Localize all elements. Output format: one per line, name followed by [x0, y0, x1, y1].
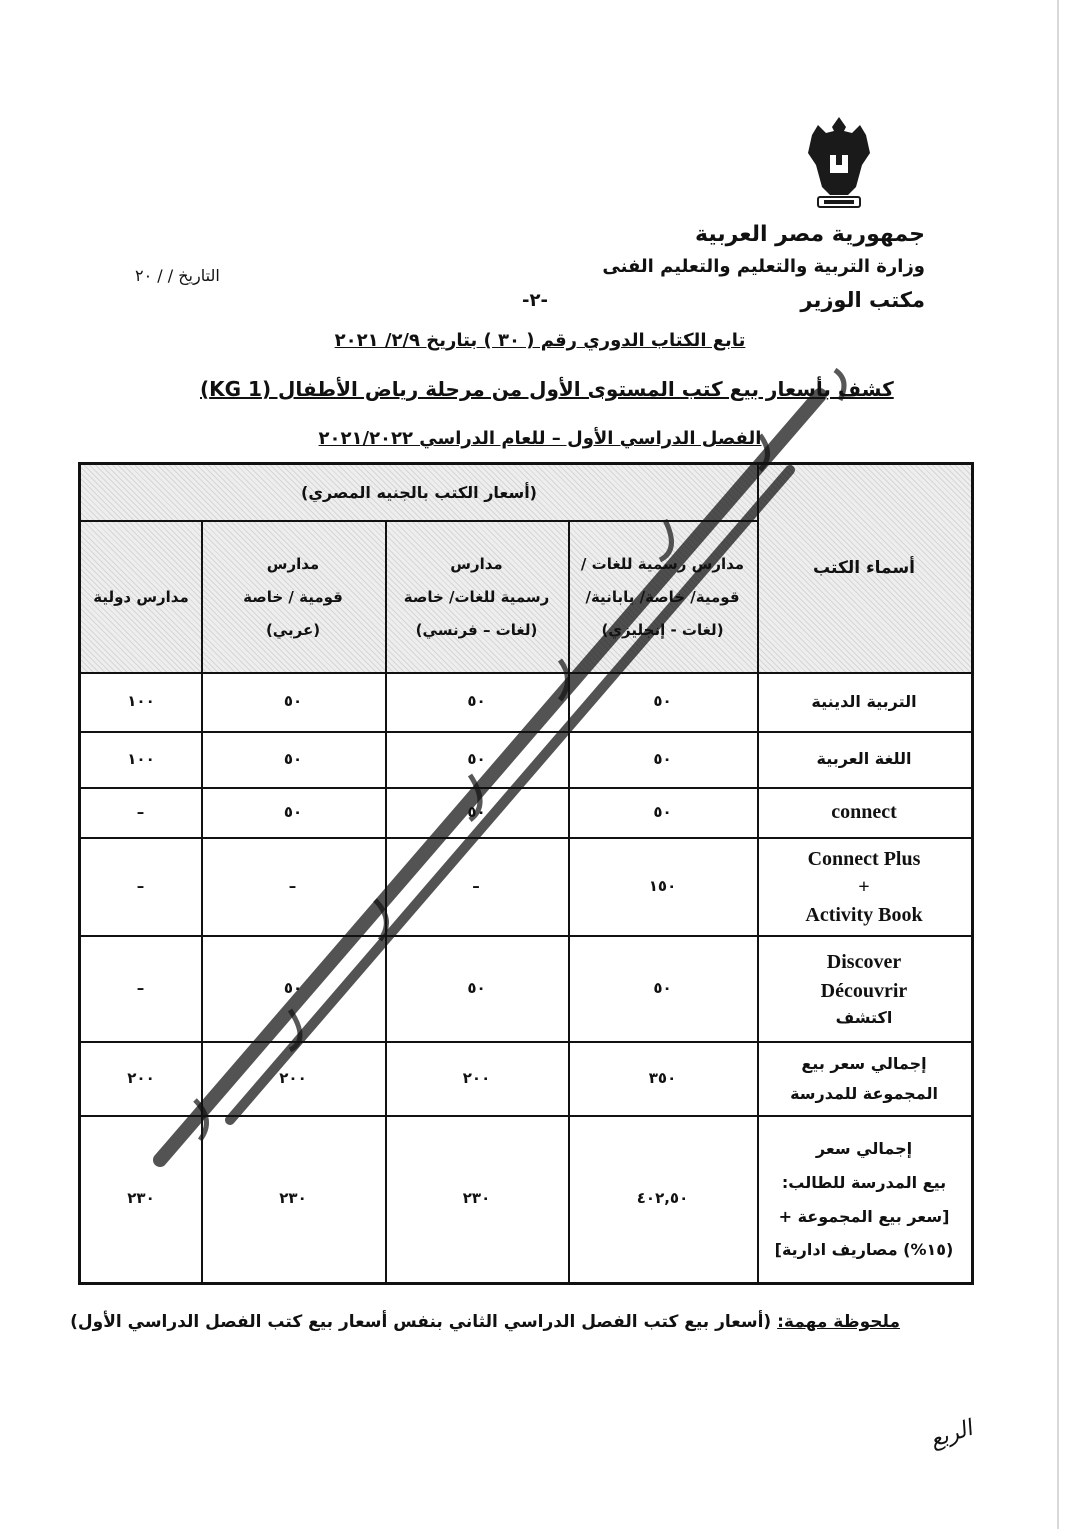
price-cell: ٥٠	[653, 692, 672, 711]
column-header-line: مدارس دولية	[93, 587, 189, 606]
price-cell: ٢٣٠	[279, 1189, 307, 1208]
price-cell: ٢٠٠	[127, 1068, 155, 1087]
column-header-line: مدارس رسمية للغات /	[580, 554, 745, 573]
price-cell: –	[288, 876, 298, 895]
office-name: مكتب الوزير	[800, 288, 925, 312]
price-cell: –	[136, 978, 146, 997]
price-cell: –	[472, 876, 481, 895]
page-edge-line	[1057, 0, 1059, 1529]
row-name-line: [سعر بيع المجموعة +	[778, 1206, 950, 1226]
handwritten-signature: الربع	[927, 1415, 976, 1454]
price-cell: ٥٠	[467, 692, 486, 711]
price-cell: ٢٠٠	[279, 1068, 307, 1087]
column-header-line: (عربي)	[265, 620, 321, 639]
row-name-line: Discover	[826, 951, 902, 974]
price-cell: ٥٠	[467, 978, 486, 997]
column-header-line: (لغات - إنجليزي)	[601, 620, 724, 639]
price-cell: ١٠٠	[127, 692, 155, 711]
price-cell: ٥٠	[467, 749, 486, 768]
column-header-line: (لغات – فرنسي)	[415, 620, 538, 639]
row-name-arabic: اللغة العربية	[816, 749, 912, 768]
book-names-header: أسماء الكتب	[813, 557, 915, 578]
column-header-line: رسمية للغات/ خاصة	[403, 587, 550, 606]
row-name-connect-plus	[757, 839, 971, 935]
price-cell: ٥٠	[467, 802, 486, 821]
column-header-international-schools	[81, 522, 201, 672]
row-name-religion: التربية الدينية	[811, 691, 917, 711]
date-line: التاريخ / / ٢٠	[135, 266, 220, 285]
row-name-line: Connect Plus	[807, 848, 921, 870]
row-name-student-total	[757, 1117, 971, 1282]
note-text: (أسعار بيع كتب الفصل الدراسي الثاني بنفس أسعار بيع كتب الفصل الدراسي الأول)	[70, 1312, 778, 1332]
row-name-line: (١٥%) مصاريف ادارية]	[774, 1240, 954, 1260]
price-cell: –	[136, 802, 146, 821]
document-title: كشف بأسعار بيع كتب المستوى الأول من مرحلة رياض الأطفال (KG 1)	[200, 377, 894, 401]
row-name-line: اكتشف	[835, 1008, 893, 1028]
price-cell: ٣٥٠	[648, 1068, 677, 1087]
price-cell: ٥٠	[283, 802, 303, 821]
row-name-line: Activity Book	[805, 904, 923, 926]
row-name-line: إجمالي سعر	[815, 1139, 913, 1159]
ministry-name: وزارة التربية والتعليم والتعليم الفنى	[602, 256, 925, 277]
row-name-line: بيع المدرسة للطالب:	[781, 1172, 947, 1192]
document-subtitle: الفصل الدراسي الأول – للعام الدراسي ٢٠٢١/٢٠٢٢	[318, 428, 762, 449]
column-header-line: قومية/ خاصة/ يابانية/	[585, 587, 740, 606]
price-cell: ٢٠٠	[462, 1068, 491, 1087]
prices-table	[78, 462, 974, 1285]
eagle-emblem-icon	[800, 113, 878, 213]
price-cell: ١٥٠	[648, 876, 677, 895]
price-cell: ٢٣٠	[462, 1189, 491, 1208]
price-cell: ١٠٠	[127, 749, 155, 768]
column-header-english-schools	[568, 522, 757, 672]
circular-reference: تابع الكتاب الدوري رقم ( ٣٠ ) بتاريخ ٢/٩/ ٢٠٢١	[334, 330, 746, 351]
price-cell: ٢٣٠	[127, 1189, 155, 1208]
row-name-discover	[757, 937, 971, 1041]
prices-group-header: (أسعار الكتب بالجنيه المصري)	[301, 482, 537, 502]
row-name-line: إجمالي سعر بيع	[801, 1053, 927, 1073]
price-cell: ٥٠	[653, 978, 672, 997]
column-header-arabic-schools	[201, 522, 385, 672]
price-cell: ٥٠	[653, 749, 672, 768]
column-header-line: قومية / خاصة	[243, 587, 343, 606]
price-cell: ٥٠	[283, 978, 303, 997]
row-name-line: المجموعة للمدرسة	[790, 1084, 938, 1103]
column-header-line: مدارس	[266, 554, 320, 573]
row-name-group-total	[757, 1043, 971, 1115]
row-name-connect: connect	[831, 800, 897, 823]
price-cell: ٥٠	[653, 802, 672, 821]
price-cell: ٥٠	[283, 749, 303, 768]
column-header-line: مدارس	[450, 554, 503, 573]
country-name: جمهورية مصر العربية	[695, 222, 925, 247]
important-note	[70, 1312, 900, 1332]
price-cell: ٤٠٢,٥٠	[636, 1189, 689, 1208]
page-number: -٢-	[522, 290, 548, 311]
note-label: ملحوظة مهمة:	[777, 1312, 900, 1332]
row-name-line: +	[858, 876, 870, 898]
price-cell: –	[136, 876, 146, 895]
price-cell: ٥٠	[283, 692, 303, 711]
row-name-line: Découvrir	[820, 980, 908, 1003]
column-header-french-schools	[385, 522, 568, 672]
